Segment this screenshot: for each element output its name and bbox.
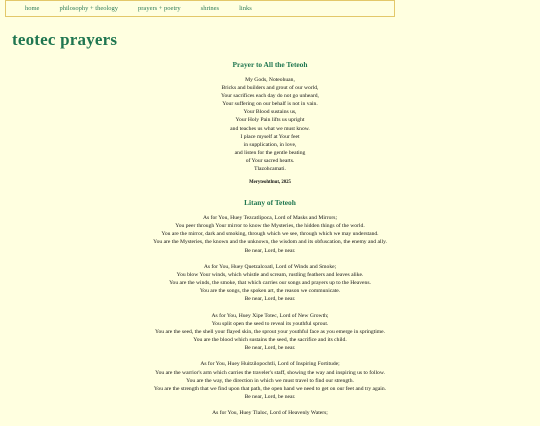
poem-line: of Your sacred hearts. [245,157,295,164]
litany-line: Be near, Lord, be near. [244,247,296,254]
poem-line: Your Holy Pain lifts us upright [235,117,305,124]
litany-line: You are the way, the direction in which we must travel to find our strength. [186,377,354,384]
poem-line: Your Blood sustains us, [243,109,297,116]
litany-line: You peer through Your mirror to know the Mysteries, the hidden things of the world. [175,223,365,230]
poem-line: Your sacrifices each day do not go unheard, [221,93,319,100]
litany-line: Be near, Lord, be near. [244,296,296,303]
litany-line: As for You, Huey Xipe Totec, Lord of New Growth; [211,312,329,319]
prayer-signature: Meryteohtlnut, 2025 [249,180,291,186]
litany-line: You are the Mysteries, the known and the unknown, the wisdom and its obfuscation, the enemy and ally. [153,239,387,246]
litany-title: Litany of Teteoh [244,198,296,208]
nav-link-links[interactable]: links [239,5,252,12]
main-content [0,60,540,426]
litany-stanza [0,312,540,352]
poem-line: I place myself at Your feet [240,133,300,140]
litany-stanza [0,263,540,303]
poem-line: in supplication, in love, [243,141,297,148]
poem-line: and listen for the gentle beating [234,149,306,156]
litany-line: You split open the seed to reveal its youthful sprout. [211,320,329,327]
poem-line: Tlazohcamati. [254,166,286,173]
prayer-title: Prayer to All the Teteoh [232,60,308,69]
litany-line: You are the songs, the spoken art, the reason we communicate. [199,288,341,295]
poem-line: and teaches us what we must know. [230,125,310,132]
litany-line: Be near, Lord, be near. [244,345,296,352]
poem-line: Bricks and builders and grout of our world, [221,85,319,92]
poem-line: My Gods, Noteohuan, [245,77,295,83]
litany-body [0,214,540,417]
litany-stanza [0,360,540,400]
poem-line: Your suffering on our behalf is not in vain. [222,101,318,108]
litany-line: You are the mirror, dark and smoking, through which we see, through which we may understand. [161,231,379,238]
litany-line: As for You, Huey Tlaloc, Lord of Heavenly Waters; [212,410,328,417]
litany-line: You are the blood which sustains the seed, the sacrifice and its child. [193,336,347,343]
litany-line: Be near, Lord, be near. [244,393,296,400]
top-nav [5,0,395,17]
litany-line: You are the warrior's arm which carries the traveler's staff, showing the way and inspiring us to follow. [155,369,385,376]
litany-stanza [0,214,540,254]
litany-line: As for You, Huey Huitzilopochtli, Lord of Inspiring Fortitude; [200,361,340,368]
nav-link-shrines[interactable]: shrines [200,5,220,12]
litany-stanza [0,409,540,417]
site-title: teotec prayers [12,30,118,49]
litany-line: You blow Your winds, which whistle and scream, rustling feathers and leaves alike. [176,271,364,278]
nav-link-prayers-poetry[interactable]: prayers + poetry [138,5,181,12]
litany-line: You are the winds, the smoke, that which carries our songs and prayers up to the Heavens. [169,280,371,287]
litany-line: You are the seed, the shell your flayed skin, the sprout your youthful face as you emerge in springtime. [154,328,386,335]
nav-link-philosophy-theology[interactable]: philosophy + theology [59,5,119,12]
prayer-poem [0,76,540,173]
litany-line: As for You, Huey Quetzalcoatl, Lord of Winds and Smoke; [203,263,337,270]
nav-link-home[interactable]: home [25,5,40,12]
litany-line: As for You, Huey Tezcatlipoca, Lord of Masks and Mirrors; [202,215,338,222]
litany-line: You are the strength that we find upon that path, the open hand we need to get on our feet and try again. [153,385,387,392]
